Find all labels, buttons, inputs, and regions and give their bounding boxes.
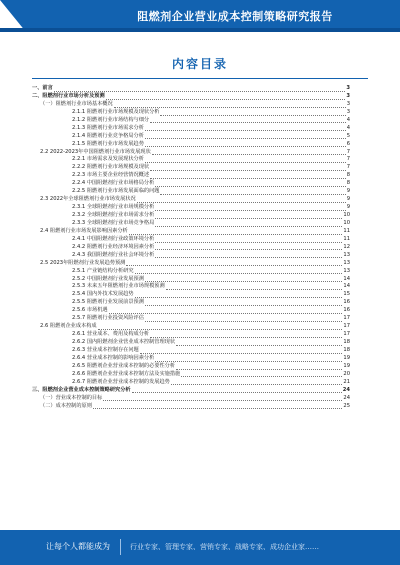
toc-leader-dots — [181, 372, 342, 378]
toc-entry[interactable] — [32, 228, 350, 236]
toc-entry[interactable] — [32, 379, 350, 387]
toc-leader-dots — [155, 253, 342, 259]
toc-entry[interactable] — [32, 236, 350, 244]
toc-entry-title: 2.1.3 阻燃剂行业市场需求分析 — [72, 124, 144, 131]
toc-entry-title: 2.5.4 国内外技术发展趋势 — [72, 291, 134, 298]
toc-entry-page: 19 — [343, 362, 350, 369]
toc-divider — [32, 78, 368, 79]
toc-leader-dots — [106, 94, 346, 100]
toc-entry-title: 2.6.4 营业成本控制的影响因素分析 — [72, 354, 155, 361]
toc-leader-dots — [145, 316, 342, 322]
table-of-contents — [32, 85, 350, 410]
toc-entry[interactable] — [32, 204, 350, 212]
toc-leader-dots — [160, 189, 345, 195]
footer-divider — [120, 539, 121, 555]
toc-entry-title: 2.6.1 营业成本、费用及构成分析 — [72, 331, 150, 338]
toc-leader-dots — [150, 118, 346, 124]
toc-entry-page: 7 — [346, 164, 350, 171]
toc-entry[interactable] — [32, 403, 350, 411]
toc-leader-dots — [176, 364, 342, 370]
toc-entry-title: 2.2.1 市场需求及发展现状分析 — [72, 156, 144, 163]
toc-entry[interactable] — [32, 117, 350, 125]
toc-leader-dots — [150, 166, 346, 172]
toc-entry-page: 8 — [346, 172, 350, 179]
toc-entry-title: （一）阻燃剂行业市场基本概况 — [40, 100, 113, 107]
toc-entry[interactable] — [32, 133, 350, 141]
toc-entry[interactable] — [32, 315, 350, 323]
toc-leader-dots — [135, 293, 343, 299]
toc-entry-page: 3 — [346, 92, 350, 99]
toc-entry-title: 2.1.4 阻燃剂行业竞争格局分析 — [72, 132, 144, 139]
toc-entry[interactable] — [32, 196, 350, 204]
toc-entry-title: 2.2.4 中国阻燃剂行业市场格局分析 — [72, 180, 155, 187]
toc-entry-page: 7 — [346, 148, 350, 155]
toc-entry-page: 18 — [343, 339, 350, 345]
toc-leader-dots — [155, 213, 342, 219]
toc-leader-dots — [166, 285, 343, 291]
toc-entry[interactable] — [32, 331, 350, 339]
toc-entry-title: 2.2.3 市场主要企业经营情况概述 — [72, 172, 150, 179]
toc-entry[interactable] — [32, 268, 350, 276]
toc-entry-page: 3 — [346, 108, 350, 115]
toc-entry-page: 3 — [346, 100, 350, 107]
toc-leader-dots — [98, 324, 343, 330]
toc-entry-title: （一）营业成本控制的目标 — [40, 394, 103, 401]
toc-entry[interactable] — [32, 125, 350, 133]
toc-entry-title: 2.5.6 市场机遇 — [72, 307, 108, 314]
toc-entry-title: 2.4 阻燃剂行业市场发展影响因素分析 — [40, 227, 128, 234]
toc-entry-page: 13 — [343, 259, 350, 266]
toc-entry-title: 2.4.2 阻燃剂行业经济环境因素分析 — [72, 243, 155, 250]
toc-entry-title: 2.6.6 阻燃剂企业营业成本控制方法及实施措施 — [72, 370, 181, 377]
toc-entry-page: 9 — [346, 196, 350, 203]
toc-entry-page: 11 — [343, 235, 350, 242]
footer-tagline: 行业专家、管理专家、营销专家、战略专家、成功企业家…… — [130, 543, 319, 551]
toc-leader-dots — [171, 380, 343, 386]
toc-entry-page: 7 — [346, 156, 350, 163]
toc-leader-dots — [145, 142, 346, 148]
toc-leader-dots — [93, 404, 343, 410]
page-header — [0, 0, 400, 32]
toc-entry[interactable] — [32, 220, 350, 228]
toc-leader-dots — [135, 269, 343, 275]
toc-leader-dots — [155, 356, 342, 362]
toc-entry[interactable] — [32, 387, 350, 395]
toc-leader-dots — [126, 261, 342, 267]
toc-leader-dots — [145, 134, 346, 140]
toc-entry-title: 三、阻燃剂企业营业成本控制策略研究分析 — [32, 386, 131, 393]
toc-entry-page: 10 — [343, 219, 350, 226]
toc-entry-title: 2.1.5 阻燃剂行业市场发展趋势 — [72, 140, 144, 147]
toc-entry-title: 2.2.5 阻燃剂行业市场发展面临的问题 — [72, 188, 160, 195]
toc-leader-dots — [145, 301, 342, 307]
toc-entry-page: 6 — [346, 140, 350, 147]
toc-entry-page: 9 — [346, 188, 350, 195]
toc-entry-title: 2.2 2022-2023年中国阻燃剂行业市场发展现状 — [40, 148, 151, 155]
toc-leader-dots — [176, 340, 342, 346]
toc-entry-title: 二、阻燃剂行业市场分析及预测 — [32, 92, 105, 99]
toc-entry[interactable] — [32, 355, 350, 363]
toc-entry-title: 2.6.7 阻燃剂企业营业成本控制的发展趋势 — [72, 378, 170, 385]
toc-entry-title: 2.2.2 阻燃剂行业市场规模及现状 — [72, 164, 150, 171]
toc-entry-title: 2.6.3 营业成本控制存在问题 — [72, 346, 139, 353]
toc-entry-page: 4 — [346, 116, 350, 123]
toc-leader-dots — [129, 229, 343, 235]
toc-entry-title: 2.4.1 中国阻燃剂行业政策环境分析 — [72, 235, 155, 242]
toc-entry-title: 2.5.5 阻燃剂行业发展前景预测 — [72, 299, 144, 306]
toc-entry-page: 14 — [343, 283, 350, 290]
toc-entry[interactable] — [32, 188, 350, 196]
toc-entry-page: 25 — [343, 402, 350, 409]
toc-entry-page: 14 — [343, 275, 350, 282]
toc-entry-title: 2.1.2 阻燃剂行业市场结构与细分 — [72, 116, 150, 123]
toc-heading: 内容目录 — [171, 57, 228, 71]
toc-entry[interactable] — [32, 141, 350, 149]
toc-leader-dots — [155, 205, 345, 211]
toc-entry[interactable] — [32, 93, 350, 101]
toc-entry-title: 2.6.2 国内阻燃剂企业营业成本控制管理现状 — [72, 339, 176, 345]
toc-entry[interactable] — [32, 339, 350, 347]
toc-leader-dots — [114, 102, 346, 108]
toc-leader-dots — [155, 237, 342, 243]
document-title: 阻燃剂企业营业成本控制策略研究报告 — [137, 10, 333, 23]
toc-leader-dots — [155, 245, 342, 251]
toc-entry-page: 16 — [343, 299, 350, 306]
toc-entry[interactable] — [32, 212, 350, 220]
toc-entry-title: 2.1.1 阻燃剂行业市场规模及现状分析 — [72, 108, 160, 115]
toc-entry[interactable] — [32, 101, 350, 109]
toc-entry[interactable] — [32, 109, 350, 117]
toc-entry-page: 20 — [343, 370, 350, 377]
toc-entry-title: 2.5 2023年阻燃剂行业发展趋势预测 — [40, 259, 126, 266]
toc-entry-page: 15 — [343, 291, 350, 298]
toc-entry-title: 2.3 2022年全球阻燃剂行业市场发展状况 — [40, 196, 136, 203]
toc-leader-dots — [132, 388, 342, 394]
toc-entry[interactable] — [32, 260, 350, 268]
toc-entry-title: 2.5.7 阻燃剂行业投资风险评估 — [72, 315, 144, 322]
toc-entry-title: 2.5.1 产业链结构分析研究 — [72, 267, 134, 274]
toc-leader-dots — [145, 158, 346, 164]
toc-entry-page: 9 — [346, 204, 350, 211]
toc-entry-page: 3 — [346, 85, 350, 91]
toc-entry-title: 2.6.5 阻燃剂企业营业成本控制的必要性分析 — [72, 362, 176, 369]
toc-entry-title: 2.5.3 未来五年阻燃剂行业市场规模预测 — [72, 283, 165, 290]
toc-entry-page: 19 — [343, 354, 350, 361]
footer-slogan: 让每个人都能成为 — [46, 542, 110, 551]
header-accent-line — [0, 28, 400, 32]
toc-entry-page: 21 — [343, 378, 350, 385]
toc-entry-page: 16 — [343, 307, 350, 314]
toc-entry-title: （二）成本控制的原则 — [40, 402, 92, 409]
toc-entry[interactable] — [32, 180, 350, 188]
toc-entry-page: 13 — [343, 251, 350, 258]
toc-entry-title: 2.3.1 全球阻燃剂行业市场规模分析 — [72, 204, 155, 211]
toc-leader-dots — [155, 181, 345, 187]
toc-leader-dots — [54, 86, 346, 92]
toc-entry-title: 2.4.3 我国阻燃剂行业社会环境分析 — [72, 251, 155, 258]
toc-entry[interactable] — [32, 307, 350, 315]
toc-entry-title: 2.5.2 中国阻燃剂行业发展预测 — [72, 275, 144, 282]
toc-entry[interactable] — [32, 85, 350, 93]
toc-entry[interactable] — [32, 244, 350, 252]
toc-leader-dots — [103, 396, 342, 402]
toc-entry[interactable] — [32, 323, 350, 331]
toc-entry-title: 一、前言 — [32, 85, 53, 91]
page-footer — [0, 530, 400, 565]
toc-leader-dots — [140, 348, 343, 354]
toc-entry[interactable] — [32, 395, 350, 403]
toc-leader-dots — [145, 126, 346, 132]
toc-entry[interactable] — [32, 252, 350, 260]
toc-leader-dots — [160, 110, 345, 116]
toc-entry-page: 8 — [346, 180, 350, 187]
toc-entry-page: 12 — [343, 243, 350, 250]
toc-entry-page: 24 — [343, 394, 350, 401]
toc-entry-page: 17 — [343, 331, 350, 338]
toc-entry-page: 17 — [343, 315, 350, 322]
toc-entry-page: 13 — [343, 267, 350, 274]
toc-leader-dots — [109, 308, 343, 314]
toc-entry-page: 24 — [342, 386, 350, 393]
toc-leader-dots — [137, 197, 346, 203]
toc-entry-title: 2.3.2 全球阻燃剂行业市场需求分析 — [72, 212, 155, 218]
toc-entry-page: 5 — [346, 132, 350, 139]
toc-entry-page: 4 — [346, 124, 350, 131]
toc-entry[interactable] — [32, 371, 350, 379]
toc-entry-page: 10 — [343, 212, 350, 218]
toc-entry-title: 2.6 阻燃剂企业成本构成 — [40, 323, 97, 330]
toc-leader-dots — [150, 332, 342, 338]
toc-leader-dots — [152, 150, 346, 156]
toc-entry[interactable] — [32, 363, 350, 371]
toc-entry-title: 2.3.3 全球阻燃剂行业市场竞争格局 — [72, 219, 155, 226]
toc-leader-dots — [145, 277, 342, 283]
toc-entry-page: 17 — [343, 323, 350, 330]
toc-entry-page: 11 — [343, 227, 350, 234]
toc-entry-page: 18 — [343, 346, 350, 353]
toc-entry[interactable] — [32, 347, 350, 355]
toc-leader-dots — [150, 174, 346, 180]
toc-leader-dots — [155, 221, 342, 227]
